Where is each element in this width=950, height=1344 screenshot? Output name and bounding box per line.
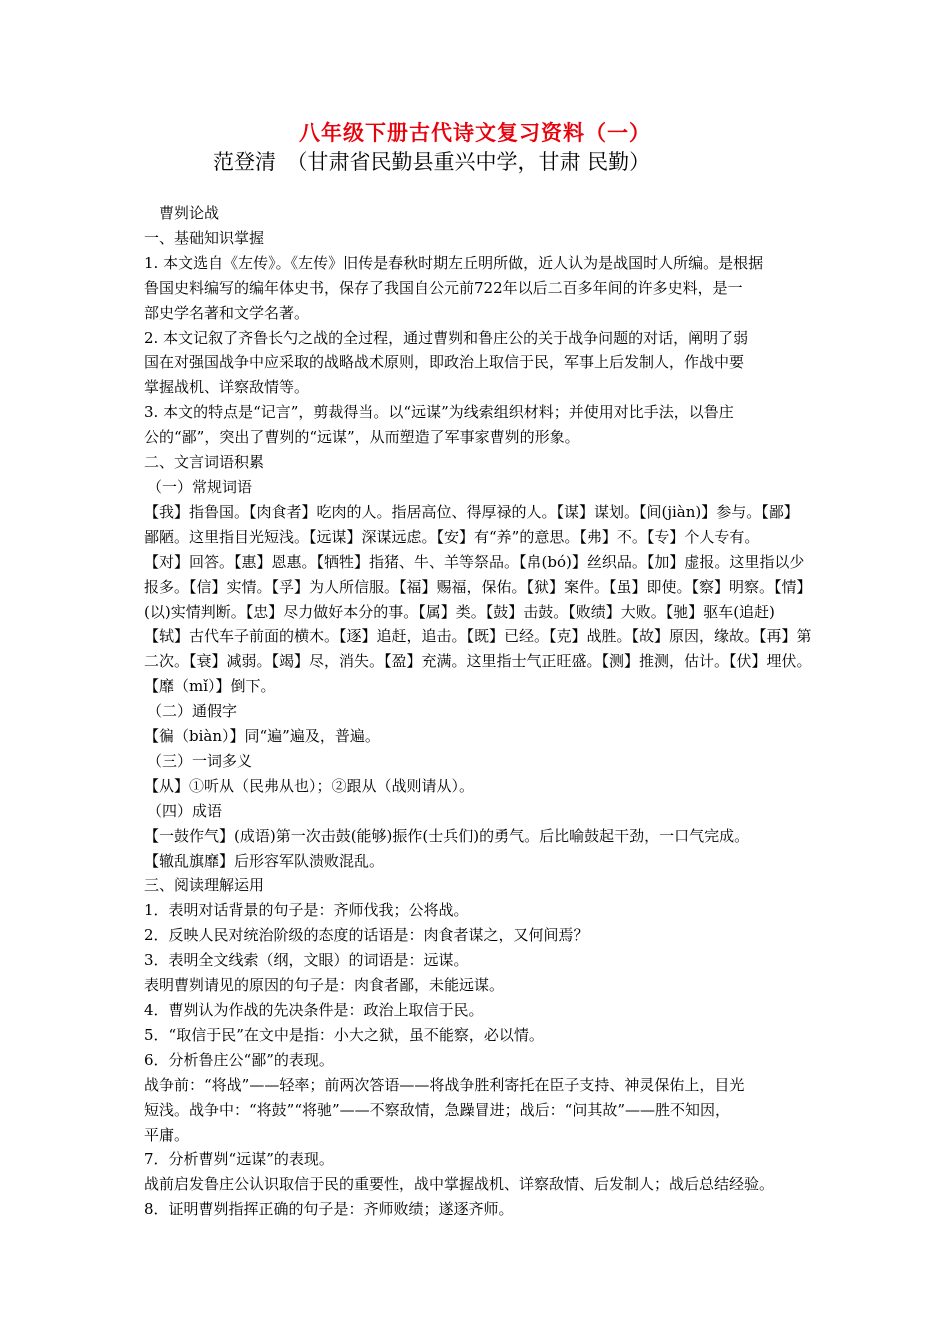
text-line: 鲁国史料编写的编年体史书，保存了我国自公元前722年以后二百多年间的许多史料，是一 (144, 278, 743, 297)
text-line: 3．表明全文线索（纲，文眼）的词语是：远谋。 (144, 951, 469, 970)
text-line: 公的“鄙”，突出了曹刿的“远谋”，从而塑造了军事家曹刿的形象。 (144, 428, 580, 447)
text-line: 平庸。 (144, 1125, 190, 1144)
text-line: 表明曹刿请见的原因的句子是：肉食者鄙，未能远谋。 (144, 976, 505, 995)
text-line: 3. 本文的特点是“记言”，剪裁得当。以“远谋”为线索组织材料；并使用对比手法，以鲁庄 (144, 403, 734, 422)
text-line: 【徧（biàn）】同“遍”遍及，普遍。 (144, 727, 380, 746)
text-line: 部史学名著和文学名著。 (144, 303, 310, 322)
text-line: 掌握战机、详察敌情等。 (144, 378, 310, 397)
text-line: 国在对强国战争中应采取的战略战术原则，即政治上取信于民，军事上后发制人，作战中要 (144, 353, 745, 372)
text-line: 短浅。战争中：“将鼓”“将驰”——不察敌情，急躁冒进；战后：“问其故”——胜不知因， (144, 1100, 731, 1119)
text-line: 4．曹刿认为作战的先决条件是：政治上取信于民。 (144, 1001, 484, 1019)
text-line: 曹刿论战 (159, 204, 220, 222)
text-line: （四）成语 (147, 801, 223, 820)
text-line: 【轼】古代车子前面的横木。【逐】追赶，追击。【既】已经。【克】战胜。【故】原因，缘故。【再】第 (144, 627, 812, 646)
text-line: 6．分析鲁庄公“鄙”的表现。 (144, 1050, 334, 1069)
text-line: 2. 本文记叙了齐鲁长勺之战的全过程，通过曹刿和鲁庄公的关于战争问题的对话，阐明了弱 (144, 328, 749, 347)
text-line: 三、阅读理解运用 (144, 876, 265, 895)
text-line: 【我】指鲁国。【肉食者】吃肉的人。指居高位、得厚禄的人。【谋】谋划。【间(jiàn)】参与。【鄙】 (144, 502, 799, 521)
text-line: 【从】①听从（民弗从也）；②跟从（战则请从）。 (144, 776, 475, 795)
text-line: 【对】回答。【惠】恩惠。【牺牲】指猪、牛、羊等祭品。【帛(bó)】丝织品。【加】虚报。这里指以少 (144, 552, 805, 571)
text-line: （一）常规词语 (147, 477, 253, 496)
text-line: 2．反映人民对统治阶级的态度的话语是：肉食者谋之，又何间焉？ (144, 926, 589, 945)
text-line: 7．分析曹刿“远谋”的表现。 (144, 1150, 334, 1169)
document-title: 八年级下册古代诗文复习资料（一） (299, 120, 651, 145)
author-line: 范登清 （甘肃省民勤县重兴中学，甘肃 民勤） (213, 150, 651, 174)
text-line: （二）通假字 (147, 702, 238, 721)
text-line: 二、文言词语积累 (144, 453, 265, 472)
text-line: 报多。【信】实情。【孚】为人所信服。【福】赐福，保佑。【狱】案件。【虽】即使。【察】明察。【情】 (144, 577, 812, 596)
text-line: (以)实情判断。【忠】尽力做好本分的事。【属】类。【鼓】击鼓。【败绩】大败。【驰】驱车(追赶) (144, 602, 775, 621)
text-line: 1．表明对话背景的句子是：齐师伐我；公将战。 (144, 901, 469, 920)
text-line: 【一鼓作气】(成语)第一次击鼓(能够)振作(士兵们)的勇气。后比喻鼓起干劲，一口气完成。 (144, 826, 750, 845)
text-line: （三）一词多义 (147, 751, 253, 770)
text-line: 一、基础知识掌握 (144, 228, 265, 247)
document-body (144, 201, 824, 1222)
text-line: 【辙乱旗靡】后形容军队溃败混乱。 (144, 851, 385, 870)
text-line: 战前启发鲁庄公认识取信于民的重要性，战中掌握战机、详察敌情、后发制人；战后总结经验。 (144, 1175, 775, 1194)
text-line: 1. 本文选自《左传》。《左传》旧传是春秋时期左丘明所做，近人认为是战国时人所编。是根据 (144, 253, 764, 272)
text-line: 【靡（mǐ）】倒下。 (144, 677, 276, 696)
text-line: 战争前：“将战”——轻率；前两次答语——将战争胜利寄托在臣子支持、神灵保佑上，目光 (144, 1075, 745, 1094)
text-line: 鄙陋。这里指目光短浅。【远谋】深谋远虑。【安】有“养”的意思。【弗】不。【专】个人专有。 (144, 527, 760, 546)
text-line: 二次。【衰】减弱。【竭】尽，消失。【盈】充满。这里指士气正旺盛。【测】推测，估计。【伏】埋伏。 (144, 652, 812, 671)
text-line: 5．“取信于民”在文中是指：小大之狱，虽不能察，必以情。 (144, 1025, 544, 1044)
text-line: 8．证明曹刿指挥正确的句子是：齐师败绩；遂逐齐师。 (144, 1200, 514, 1219)
